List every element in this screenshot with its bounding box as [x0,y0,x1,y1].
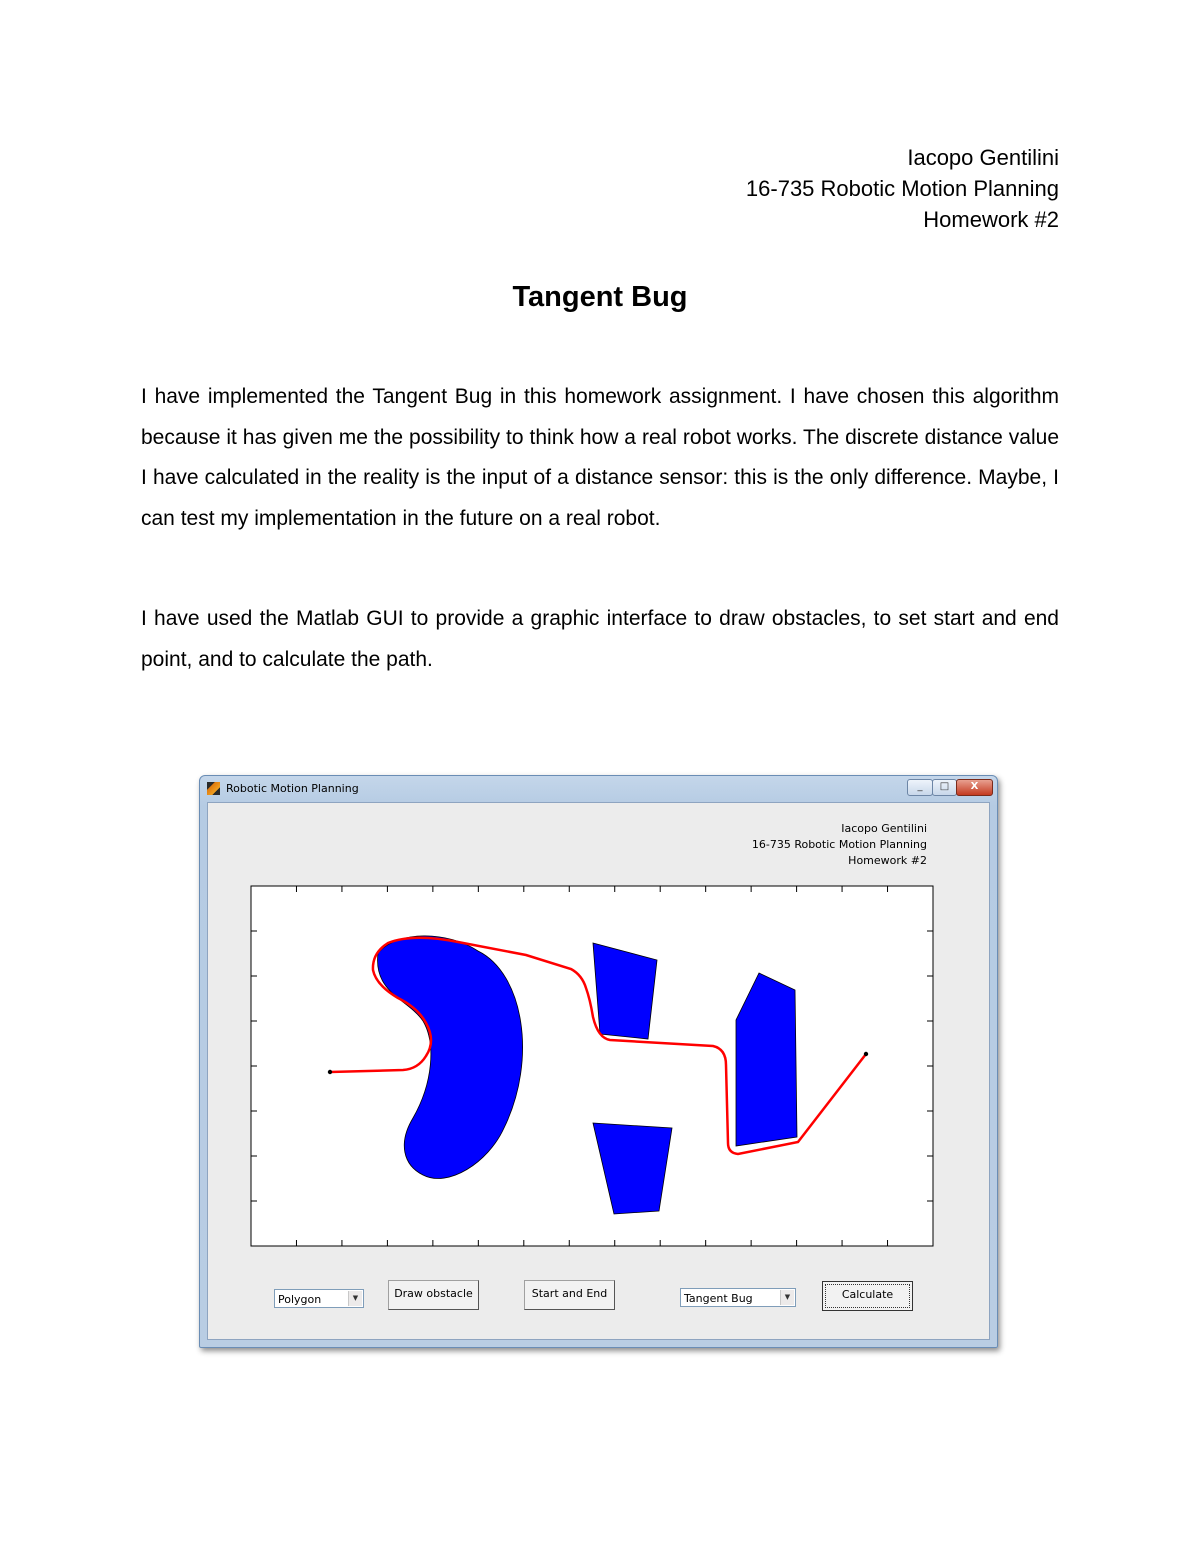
shape-select[interactable] [274,1289,364,1308]
course-name: 16-735 Robotic Motion Planning [745,176,1059,201]
assignment-name: Homework #2 [923,207,1059,232]
plot-canvas[interactable] [208,803,989,1339]
paragraph-gui: I have used the Matlab GUI to provide a graphic interface to draw obstacles, to set start and end point, and to calculate the path. [141,607,1059,671]
algorithm-select[interactable] [680,1288,796,1307]
plot-axes [251,886,933,1246]
shape-select-value: Polygon [278,1293,322,1306]
maximize-button[interactable]: □ [932,779,957,796]
calculate-button[interactable]: Calculate [822,1281,913,1311]
window-client-area [207,802,990,1340]
start-end-button[interactable]: Start and End [524,1280,615,1310]
algorithm-select-value: Tangent Bug [684,1292,753,1305]
matlab-icon [207,782,220,795]
document-title: Tangent Bug [512,281,688,313]
goal-point [864,1052,868,1056]
chevron-down-icon[interactable]: ▼ [348,1291,362,1306]
gui-assignment: Homework #2 [848,854,927,867]
matlab-window [199,775,998,1348]
start-point [328,1070,332,1074]
window-titlebar[interactable] [200,776,997,802]
author-name: Iacopo Gentilini [907,145,1059,170]
close-button[interactable]: X [956,779,993,796]
gui-author: Iacopo Gentilini [841,822,927,835]
minimize-button[interactable]: _ [907,779,933,796]
paragraph-intro: I have implemented the Tangent Bug in this homework assignment. I have chosen this algorithm because it has given me the possibility to think how a real robot works. The discrete distance value I have calculated in the reality is the input of a distance sensor: this is the only difference. Maybe, I can test my implementation in the future on a real robot. [141,385,1059,530]
obstacle-top-quad [593,943,657,1039]
draw-obstacle-button[interactable]: Draw obstacle [388,1280,479,1310]
window-title: Robotic Motion Planning [226,782,359,795]
header-block [746,142,1059,235]
gui-course: 16-735 Robotic Motion Planning [751,838,927,851]
chevron-down-icon[interactable]: ▼ [780,1290,794,1305]
